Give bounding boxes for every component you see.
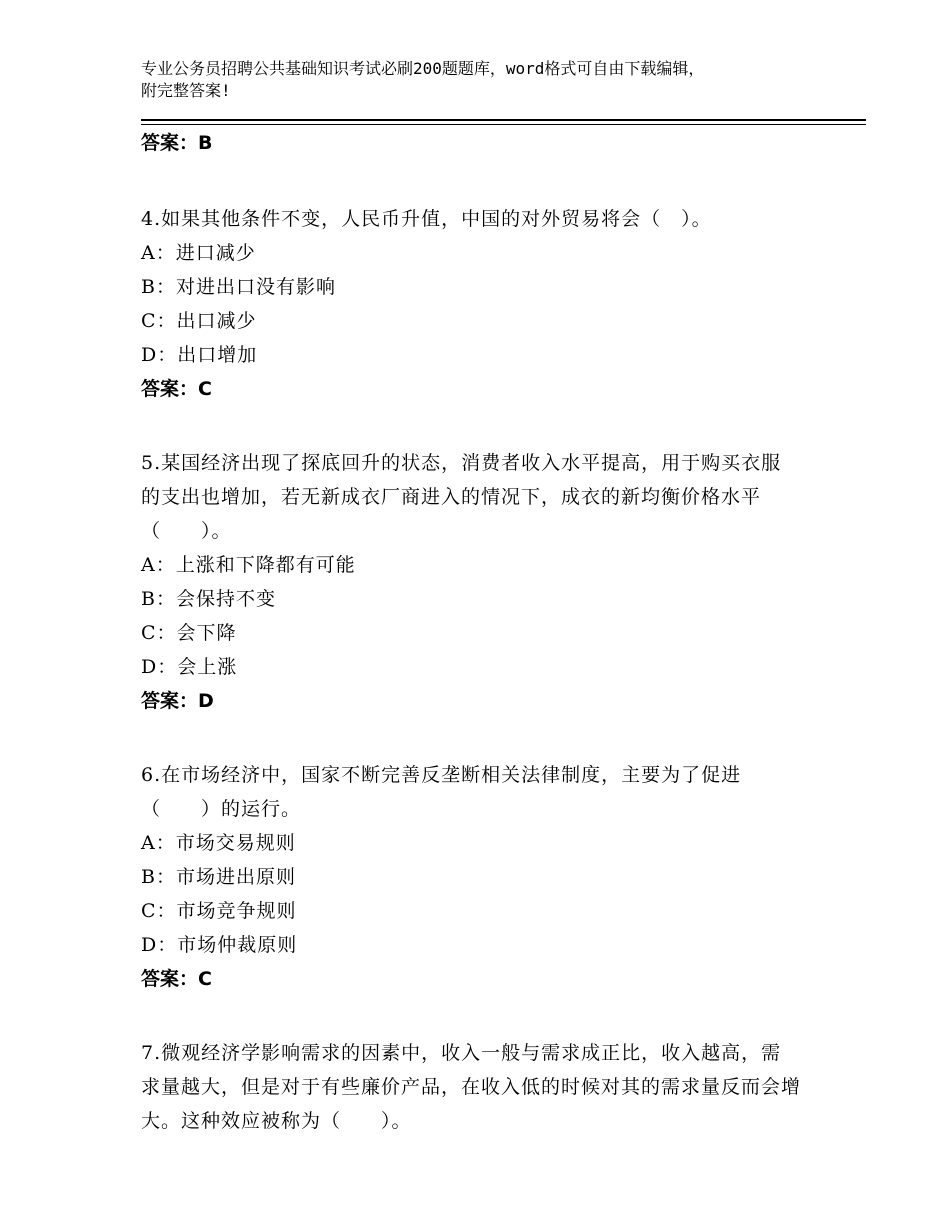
answer-line: 答案：C (141, 378, 212, 400)
question-7 (141, 1036, 801, 1138)
option-a: A：进口减少 (141, 242, 256, 264)
option-b: B：市场进出原则 (141, 866, 296, 888)
document-header (141, 58, 821, 102)
option-a: A：市场交易规则 (141, 832, 296, 854)
header-divider-thin (141, 124, 866, 125)
answer-line: 答案：B (141, 132, 213, 154)
header-line-1: 专业公务员招聘公共基础知识考试必刷200题题库，word格式可自由下载编辑， (141, 59, 705, 78)
question-list (141, 126, 801, 1138)
option-d: D：出口增加 (141, 344, 258, 366)
option-c: C：市场竞争规则 (141, 900, 297, 922)
option-c: C：出口减少 (141, 310, 257, 332)
option-b: B：会保持不变 (141, 588, 276, 610)
answer-line: 答案：D (141, 690, 214, 712)
question-stem: 6.在市场经济中，国家不断完善反垄断相关法律制度，主要为了促进（ ）的运行。 (141, 764, 742, 820)
header-line-2: 附完整答案! (141, 81, 231, 100)
option-c: C：会下降 (141, 622, 237, 644)
header-divider (141, 119, 866, 121)
question-6 (141, 758, 801, 996)
question-stem: 7.微观经济学影响需求的因素中，收入一般与需求成正比，收入越高，需求量越大，但是对于有些廉价产品，在收入低的时候对其的需求量反而会增大。这种效应被称为（ ）。 (141, 1042, 802, 1132)
question-4 (141, 202, 801, 406)
option-b: B：对进出口没有影响 (141, 276, 336, 298)
question-stem: 4.如果其他条件不变，人民币升值，中国的对外贸易将会（ ）。 (141, 208, 712, 230)
question-stem: 5.某国经济出现了探底回升的状态，消费者收入水平提高，用于购买衣服的支出也增加，若无新成衣厂商进入的情况下，成衣的新均衡价格水平（ ）。 (141, 452, 782, 542)
option-d: D：会上涨 (141, 656, 238, 678)
question-5 (141, 446, 801, 718)
answer-line: 答案：C (141, 968, 212, 990)
option-a: A：上涨和下降都有可能 (141, 554, 356, 576)
option-d: D：市场仲裁原则 (141, 934, 298, 956)
